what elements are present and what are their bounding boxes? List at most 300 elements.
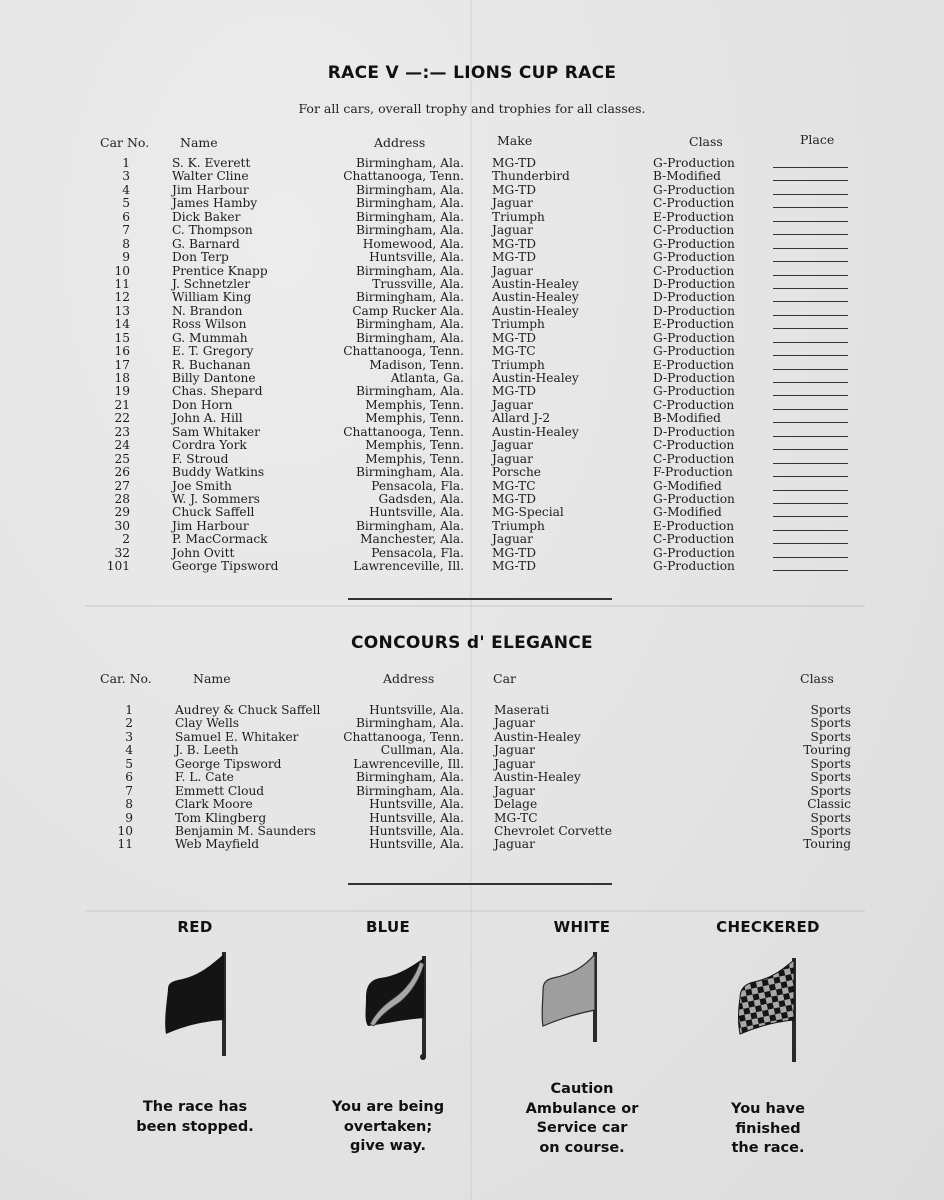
entrant-address: Birmingham, Ala. (355, 716, 464, 731)
driver-name: G. Barnard (172, 236, 240, 251)
place-blank-line[interactable] (773, 516, 848, 517)
table-row (0, 372, 944, 385)
car-model: MG-TC (494, 810, 538, 825)
car-class: G-Production (653, 545, 735, 560)
driver-name: Billy Dantone (172, 371, 256, 385)
section-divider (348, 883, 612, 885)
driver-name: C. Thompson (172, 223, 253, 238)
place-blank-line[interactable] (773, 275, 848, 276)
solid-flag-icon (160, 950, 240, 1060)
car-make: MG-TC (492, 344, 536, 359)
header-car-no: Car No. (100, 135, 150, 150)
flag-description-line: on course. (539, 1139, 625, 1156)
table-row (0, 197, 944, 210)
flag-description-line: You have (731, 1101, 805, 1117)
driver-name: Jim Harbour (172, 518, 249, 533)
car-number: 10 (114, 263, 130, 278)
driver-address: Birmingham, Ala. (355, 465, 464, 480)
car-make: MG-TD (492, 182, 537, 197)
driver-name: John Ovitt (172, 545, 235, 560)
entrant-name: Clay Wells (175, 716, 240, 731)
flag-name: BLUE (365, 918, 411, 936)
driver-address: Trussville, Ala. (372, 276, 464, 291)
table-row (0, 184, 944, 197)
flag-description (288, 1098, 488, 1157)
place-blank-line[interactable] (773, 570, 848, 571)
race-entries-list (0, 157, 944, 574)
table-row (0, 399, 944, 412)
car-make: Jaguar (492, 196, 533, 211)
car-class: G-Production (653, 182, 735, 197)
car-number: 26 (114, 465, 130, 480)
flag-description (95, 1098, 295, 1137)
car-number: 1 (125, 703, 133, 717)
car-number: 29 (114, 505, 130, 520)
car-class: C-Production (653, 223, 735, 238)
driver-name: N. Brandon (172, 303, 243, 318)
car-number: 3 (122, 169, 130, 184)
driver-address: Lawrenceville, Ill. (353, 559, 464, 574)
car-class: E-Production (653, 357, 735, 372)
entrant-address: Huntsville, Ala. (369, 810, 464, 825)
car-class: E-Production (653, 209, 735, 224)
place-blank-line[interactable] (773, 369, 848, 370)
entrant-name: George Tipsword (175, 756, 282, 771)
car-class: C-Production (653, 532, 735, 547)
header-class: Class (800, 671, 834, 686)
car-number: 28 (114, 491, 130, 506)
car-class: Sports (810, 823, 851, 838)
place-blank-line[interactable] (773, 301, 848, 302)
place-blank-line[interactable] (773, 315, 848, 316)
car-class: G-Modified (653, 478, 722, 493)
flag-checkered (668, 918, 868, 1168)
car-number: 11 (117, 837, 133, 852)
table-row (0, 758, 944, 771)
driver-address: Atlanta, Ga. (390, 371, 464, 385)
car-number: 4 (125, 743, 133, 758)
car-number: 8 (125, 797, 133, 812)
driver-address: Memphis, Tenn. (365, 451, 464, 466)
entrant-name: Samuel E. Whitaker (175, 729, 299, 744)
entrant-address: Huntsville, Ala. (369, 703, 464, 717)
place-blank-line[interactable] (773, 221, 848, 222)
driver-address: Birmingham, Ala. (355, 384, 464, 399)
driver-address: Birmingham, Ala. (355, 182, 464, 197)
car-number: 18 (114, 371, 130, 385)
driver-address: Birmingham, Ala. (355, 156, 464, 170)
table-row (0, 265, 944, 278)
table-row (0, 798, 944, 811)
driver-address: Homewood, Ala. (362, 236, 464, 251)
car-number: 1 (122, 156, 130, 170)
car-make: MG-TD (492, 545, 537, 560)
entrant-name: Tom Klingberg (175, 810, 267, 825)
entrant-name: F. L. Cate (175, 770, 234, 785)
car-class: G-Production (653, 330, 735, 345)
car-model: Jaguar (494, 756, 535, 771)
car-number: 32 (114, 545, 130, 560)
header-name: Name (193, 671, 231, 686)
table-row (0, 812, 944, 825)
car-make: Thunderbird (492, 169, 570, 184)
car-number: 9 (122, 250, 130, 265)
driver-name: G. Mummah (172, 330, 248, 345)
car-number: 17 (114, 357, 130, 372)
concours-title: CONCOURS d' ELEGANCE (351, 633, 593, 653)
car-number: 3 (125, 729, 133, 744)
flag-name: RED (177, 918, 213, 936)
driver-address: Birmingham, Ala. (355, 330, 464, 345)
header-address: Address (374, 135, 426, 150)
car-number: 4 (122, 182, 130, 197)
car-class: Sports (810, 756, 851, 771)
driver-name: E. T. Gregory (172, 344, 254, 359)
entrant-address: Birmingham, Ala. (355, 770, 464, 785)
driver-name: Cordra York (172, 438, 247, 453)
car-make: MG-TD (492, 236, 537, 251)
car-make: MG-TD (492, 330, 537, 345)
place-blank-line[interactable] (773, 409, 848, 410)
driver-name: Buddy Watkins (172, 465, 265, 480)
flag-description-line: the race. (731, 1140, 805, 1156)
driver-name: Prentice Knapp (172, 263, 268, 278)
driver-address: Birmingham, Ala. (355, 317, 464, 332)
car-number: 7 (122, 223, 130, 238)
table-row (0, 224, 944, 237)
car-model: Jaguar (494, 837, 535, 852)
table-row (0, 211, 944, 224)
entrant-address: Huntsville, Ala. (369, 823, 464, 838)
car-class: D-Production (653, 371, 735, 385)
car-number: 5 (122, 196, 130, 211)
driver-address: Huntsville, Ala. (369, 250, 464, 265)
section-divider (348, 598, 612, 600)
flag-white (482, 918, 682, 1168)
car-model: Jaguar (494, 783, 535, 798)
table-row (0, 493, 944, 506)
driver-address: Gadsden, Ala. (378, 491, 464, 506)
place-blank-line[interactable] (773, 395, 848, 396)
car-class: Sports (810, 810, 851, 825)
car-class: Sports (810, 729, 851, 744)
place-blank-line[interactable] (773, 261, 848, 262)
flag-description-line: Ambulance or (525, 1100, 639, 1117)
place-blank-line[interactable] (773, 503, 848, 504)
place-blank-line[interactable] (773, 463, 848, 464)
place-blank-line[interactable] (773, 436, 848, 437)
car-number: 24 (114, 438, 130, 453)
car-class: D-Production (653, 276, 735, 291)
car-make: Allard J-2 (492, 411, 551, 426)
car-make: Austin-Healey (492, 290, 579, 305)
entrant-address: Lawrenceville, Ill. (353, 756, 464, 771)
driver-address: Birmingham, Ala. (355, 263, 464, 278)
car-number: 9 (125, 810, 133, 825)
car-model: Chevrolet Corvette (494, 823, 612, 838)
page-fold-horizontal (85, 605, 865, 607)
car-make: Jaguar (492, 532, 533, 547)
driver-address: Birmingham, Ala. (355, 518, 464, 533)
page-fold-horizontal (85, 910, 865, 912)
car-number: 15 (114, 330, 130, 345)
entrant-name: Emmett Cloud (175, 783, 265, 798)
driver-address: Manchester, Ala. (360, 532, 464, 547)
car-class: G-Production (653, 344, 735, 359)
place-blank-line[interactable] (773, 288, 848, 289)
driver-address: Huntsville, Ala. (369, 505, 464, 520)
car-make: Austin-Healey (492, 303, 579, 318)
table-row (0, 560, 944, 573)
car-number: 5 (125, 756, 133, 771)
place-blank-line[interactable] (773, 476, 848, 477)
place-blank-line[interactable] (773, 449, 848, 450)
car-class: Sports (810, 770, 851, 785)
flag-name: WHITE (553, 918, 611, 936)
table-row (0, 825, 944, 838)
car-model: Jaguar (494, 743, 535, 758)
table-row (0, 533, 944, 546)
race-title: RACE V —:— LIONS CUP RACE (327, 63, 617, 83)
driver-name: Dick Baker (172, 209, 241, 224)
car-number: 23 (114, 424, 130, 439)
driver-address: Memphis, Tenn. (365, 397, 464, 412)
table-row (0, 785, 944, 798)
flag-blue (288, 918, 488, 1168)
car-model: Delage (494, 797, 538, 812)
car-class: G-Production (653, 491, 735, 506)
entrant-name: Web Mayfield (175, 837, 260, 852)
place-blank-line[interactable] (773, 557, 848, 558)
driver-name: Don Horn (172, 397, 233, 412)
driver-name: Sam Whitaker (172, 424, 260, 439)
header-car-no: Car. No. (100, 671, 152, 686)
driver-address: Chattanooga, Tenn. (343, 424, 464, 439)
car-number: 19 (114, 384, 130, 399)
light-flag-icon (535, 950, 615, 1050)
car-number: 8 (122, 236, 130, 251)
car-make: MG-TC (492, 478, 536, 493)
car-class: D-Production (653, 303, 735, 318)
header-make: Make (497, 133, 533, 148)
driver-name: James Hamby (172, 196, 258, 211)
place-blank-line[interactable] (773, 422, 848, 423)
car-model: Austin-Healey (494, 770, 581, 785)
entrant-address: Chattanooga, Tenn. (343, 729, 464, 744)
flag-description-line: The race has (142, 1099, 248, 1115)
entrant-address: Huntsville, Ala. (369, 797, 464, 812)
entrant-name: Audrey & Chuck Saffell (175, 703, 321, 717)
car-make: MG-TD (492, 559, 537, 574)
table-row (0, 238, 944, 251)
table-row (0, 453, 944, 466)
table-row (0, 345, 944, 358)
table-row (0, 717, 944, 730)
header-place: Place (800, 132, 835, 147)
flag-red (95, 918, 295, 1168)
place-blank-line[interactable] (773, 543, 848, 544)
driver-address: Birmingham, Ala. (355, 223, 464, 238)
flag-description (482, 1080, 682, 1158)
driver-address: Birmingham, Ala. (355, 196, 464, 211)
table-row (0, 731, 944, 744)
car-class: C-Production (653, 397, 735, 412)
car-make: Austin-Healey (492, 276, 579, 291)
car-model: Austin-Healey (494, 729, 581, 744)
car-number: 101 (106, 559, 130, 574)
car-make: Jaguar (492, 438, 533, 453)
entrant-address: Huntsville, Ala. (369, 837, 464, 852)
driver-name: R. Buchanan (172, 357, 251, 372)
car-class: G-Production (653, 384, 735, 399)
car-make: Austin-Healey (492, 371, 579, 385)
driver-name: Ross Wilson (172, 317, 247, 332)
driver-address: Madison, Tenn. (369, 357, 464, 372)
place-blank-line[interactable] (773, 328, 848, 329)
car-make: MG-TD (492, 250, 537, 265)
header-class: Class (689, 134, 723, 149)
car-class: Touring (803, 743, 851, 758)
entrant-address: Cullman, Ala. (380, 743, 464, 758)
car-number: 22 (114, 411, 130, 426)
car-class: C-Production (653, 451, 735, 466)
car-number: 12 (114, 290, 130, 305)
car-number: 7 (125, 783, 133, 798)
car-number: 16 (114, 344, 130, 359)
car-class: C-Production (653, 438, 735, 453)
table-row (0, 291, 944, 304)
car-class: B-Modified (653, 411, 721, 426)
concours-entries-list (0, 704, 944, 852)
car-make: Triumph (492, 518, 545, 533)
driver-name: John A. Hill (172, 411, 243, 426)
diagonal-stripe-flag-icon (360, 954, 440, 1064)
flag-description-line: Service car (536, 1120, 628, 1136)
table-row (0, 157, 944, 170)
car-number: 25 (114, 451, 130, 466)
car-class: D-Production (653, 290, 735, 305)
driver-name: J. Schnetzler (172, 276, 251, 291)
entrant-name: Clark Moore (175, 797, 253, 812)
car-class: E-Production (653, 317, 735, 332)
table-row (0, 480, 944, 493)
flag-name: CHECKERED (716, 918, 820, 936)
driver-address: Birmingham, Ala. (355, 209, 464, 224)
place-blank-line[interactable] (773, 207, 848, 208)
car-make: Jaguar (492, 451, 533, 466)
table-row (0, 170, 944, 183)
table-row (0, 251, 944, 264)
car-class: G-Production (653, 250, 735, 265)
place-blank-line[interactable] (773, 180, 848, 181)
header-address: Address (383, 671, 435, 686)
driver-address: Chattanooga, Tenn. (343, 169, 464, 184)
flag-description-line: been stopped. (136, 1118, 254, 1135)
car-number: 6 (125, 770, 133, 785)
car-number: 21 (114, 397, 130, 412)
car-make: MG-TD (492, 384, 537, 399)
flag-description-line: finished (735, 1120, 801, 1137)
car-number: 13 (114, 303, 130, 318)
car-number: 30 (114, 518, 130, 533)
driver-name: F. Stroud (172, 451, 229, 466)
car-class: G-Production (653, 559, 735, 574)
place-blank-line[interactable] (773, 194, 848, 195)
car-make: Jaguar (492, 223, 533, 238)
car-class: Classic (807, 797, 851, 812)
driver-address: Chattanooga, Tenn. (343, 344, 464, 359)
race-subtitle: For all cars, overall trophy and trophies for all classes. (298, 101, 646, 116)
table-row (0, 547, 944, 560)
table-row (0, 506, 944, 519)
flag-description-line: Caution (550, 1081, 614, 1097)
driver-name: W. J. Sommers (172, 491, 260, 506)
place-blank-line[interactable] (773, 355, 848, 356)
place-blank-line[interactable] (773, 530, 848, 531)
place-blank-line[interactable] (773, 167, 848, 168)
car-number: 2 (125, 716, 133, 731)
driver-name: George Tipsword (172, 559, 279, 574)
place-blank-line[interactable] (773, 490, 848, 491)
car-number: 6 (122, 209, 130, 224)
table-row (0, 520, 944, 533)
flag-description-line: You are being (331, 1099, 445, 1115)
table-row (0, 332, 944, 345)
flag-description (668, 1100, 868, 1159)
place-blank-line[interactable] (773, 382, 848, 383)
place-blank-line[interactable] (773, 248, 848, 249)
car-make: Jaguar (492, 397, 533, 412)
car-make: MG-Special (492, 505, 564, 520)
entrant-name: J. B. Leeth (175, 743, 239, 758)
driver-name: Walter Cline (172, 169, 249, 184)
header-car: Car (493, 671, 516, 686)
place-blank-line[interactable] (773, 342, 848, 343)
driver-name: P. MacCormack (172, 532, 268, 547)
car-class: Touring (803, 837, 851, 852)
table-row (0, 318, 944, 331)
checkered-flag-icon (732, 956, 812, 1066)
flag-description-line: overtaken; (343, 1118, 433, 1135)
car-make: Jaguar (492, 263, 533, 278)
entrant-name: Benjamin M. Saunders (175, 823, 316, 838)
table-row (0, 278, 944, 291)
flag-description-line: give way. (349, 1138, 427, 1154)
car-model: Maserati (494, 703, 550, 717)
table-row (0, 426, 944, 439)
car-model: Jaguar (494, 716, 535, 731)
table-row (0, 305, 944, 318)
table-row (0, 385, 944, 398)
car-class: B-Modified (653, 169, 721, 184)
car-number: 11 (114, 276, 130, 291)
driver-name: S. K. Everett (172, 156, 251, 170)
place-blank-line[interactable] (773, 234, 848, 235)
driver-name: Chuck Saffell (172, 505, 255, 520)
car-class: Sports (810, 783, 851, 798)
car-class: G-Production (653, 236, 735, 251)
driver-name: Don Terp (172, 250, 229, 265)
car-number: 14 (114, 317, 130, 332)
table-row (0, 466, 944, 479)
table-row (0, 744, 944, 757)
car-make: Triumph (492, 209, 545, 224)
driver-address: Memphis, Tenn. (365, 438, 464, 453)
table-row (0, 771, 944, 784)
driver-address: Pensacola, Fla. (371, 545, 464, 560)
car-make: Austin-Healey (492, 424, 579, 439)
car-class: Sports (810, 703, 851, 717)
